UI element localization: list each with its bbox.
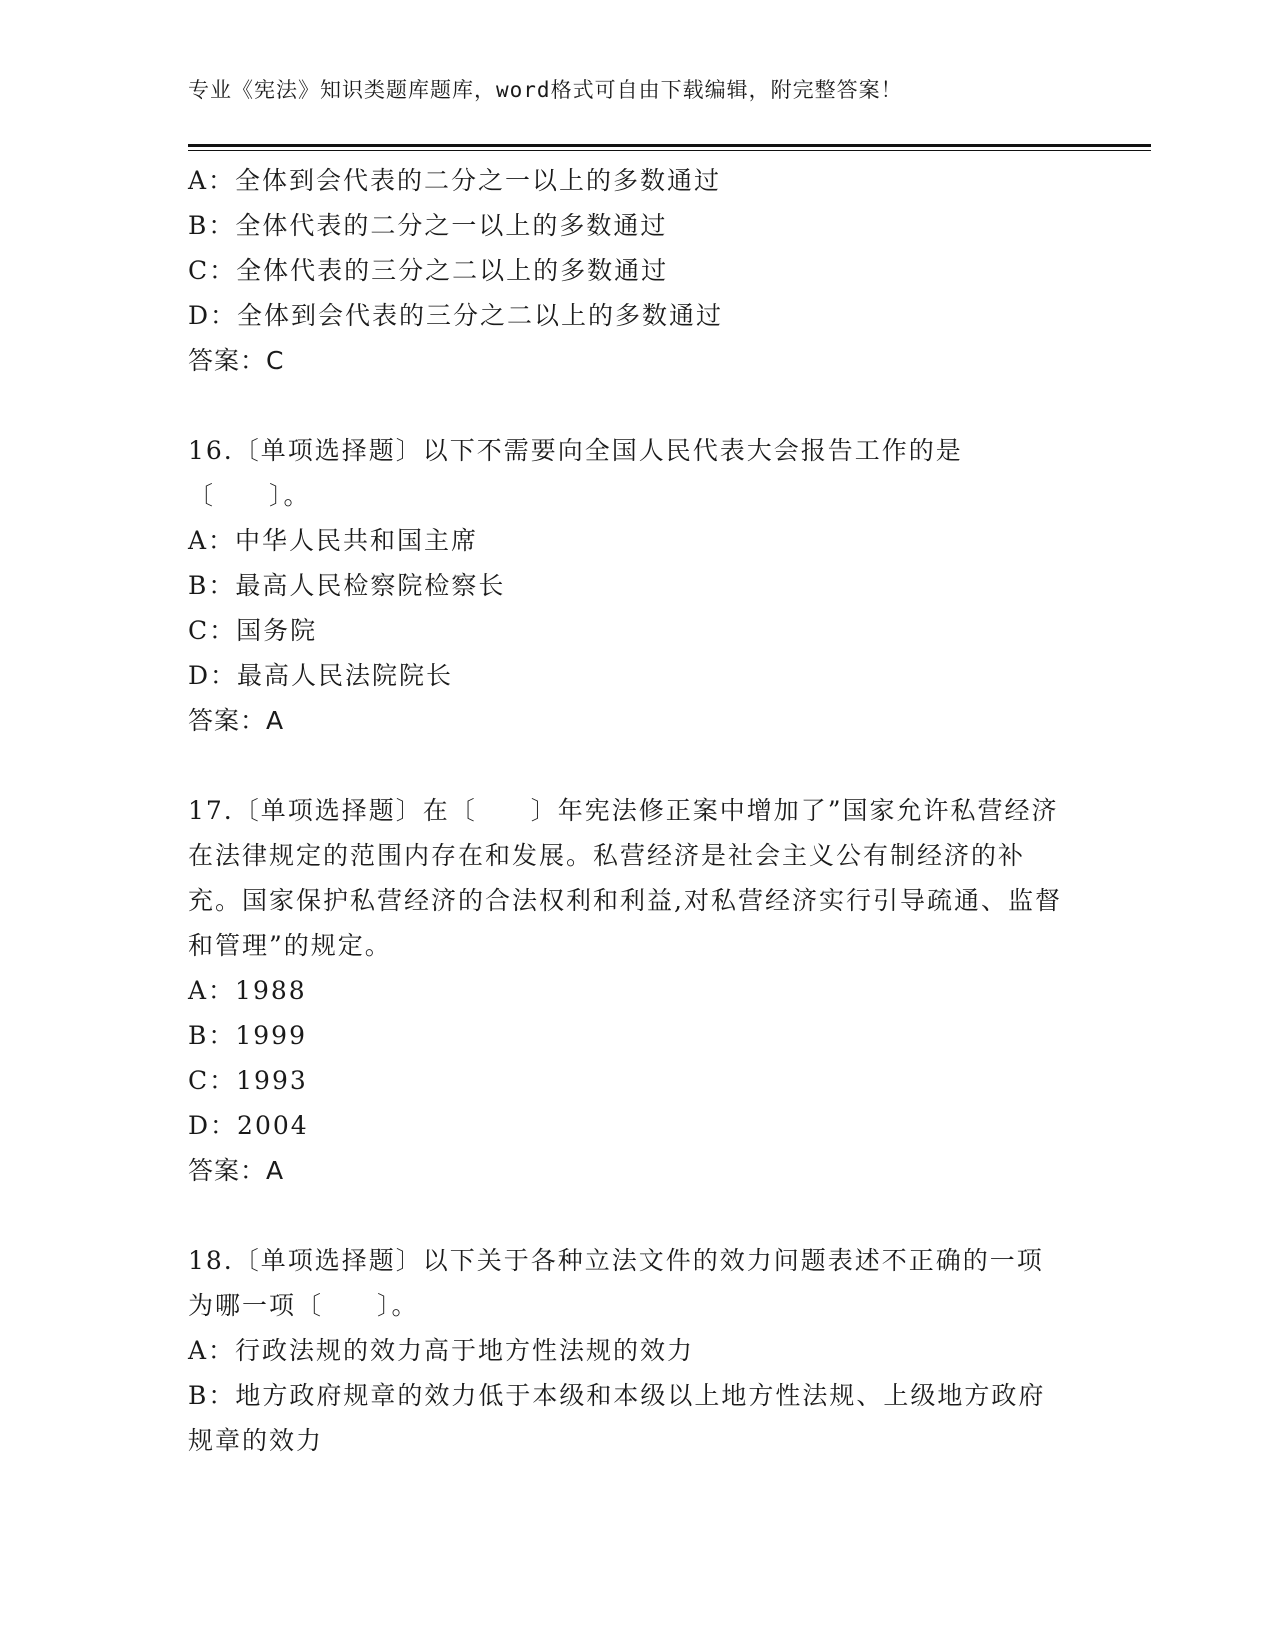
option-b: B：1999 [188,1021,307,1050]
question-stem: 17.〔单项选择题〕在〔 〕年宪法修正案中增加了”国家允许私营经济在法律规定的范围内存在和发展。私营经济是社会主义公有制经济的补充。国家保护私营经济的合法权利和利益,对私营经济实行引导疏通、监督和管理”的规定。 [188,796,1062,960]
option-a: A：行政法规的效力高于地方性法规的效力 [188,1336,695,1365]
option-b: B：最高人民检察院检察长 [188,571,506,600]
header-rule-thin [188,150,1151,151]
spacer [188,743,1068,788]
question-stem: 16.〔单项选择题〕以下不需要向全国人民代表大会报告工作的是〔 〕。 [188,436,963,510]
option-a: A：中华人民共和国主席 [188,526,479,555]
question-stem: 18.〔单项选择题〕以下关于各种立法文件的效力问题表述不正确的一项为哪一项〔 〕。 [188,1246,1044,1320]
answer: 答案：A [188,706,285,735]
option-b: B：全体代表的二分之一以上的多数通过 [188,211,668,240]
option-c: C：1993 [188,1066,308,1095]
option-d: D：2004 [188,1111,309,1140]
question-16 [188,428,1068,743]
option-d: D：最高人民法院院长 [188,661,454,690]
page-header: 专业《宪法》知识类题库题库，word格式可自由下载编辑，附完整答案！ [188,78,903,102]
question-15 [188,158,1068,383]
answer: 答案：A [188,1156,285,1185]
question-18 [188,1238,1068,1463]
question-content [188,158,1068,1463]
option-b: B：地方政府规章的效力低于本级和本级以上地方性法规、上级地方政府规章的效力 [188,1381,1046,1455]
question-17 [188,788,1068,1193]
option-a: A：1988 [188,976,307,1005]
option-c: C：全体代表的三分之二以上的多数通过 [188,256,669,285]
spacer [188,1193,1068,1238]
option-d: D：全体到会代表的三分之二以上的多数通过 [188,301,724,330]
option-a: A：全体到会代表的二分之一以上的多数通过 [188,166,722,195]
spacer [188,383,1068,428]
option-c: C：国务院 [188,616,318,645]
header-rule-thick [188,144,1151,147]
answer: 答案：C [188,346,285,375]
